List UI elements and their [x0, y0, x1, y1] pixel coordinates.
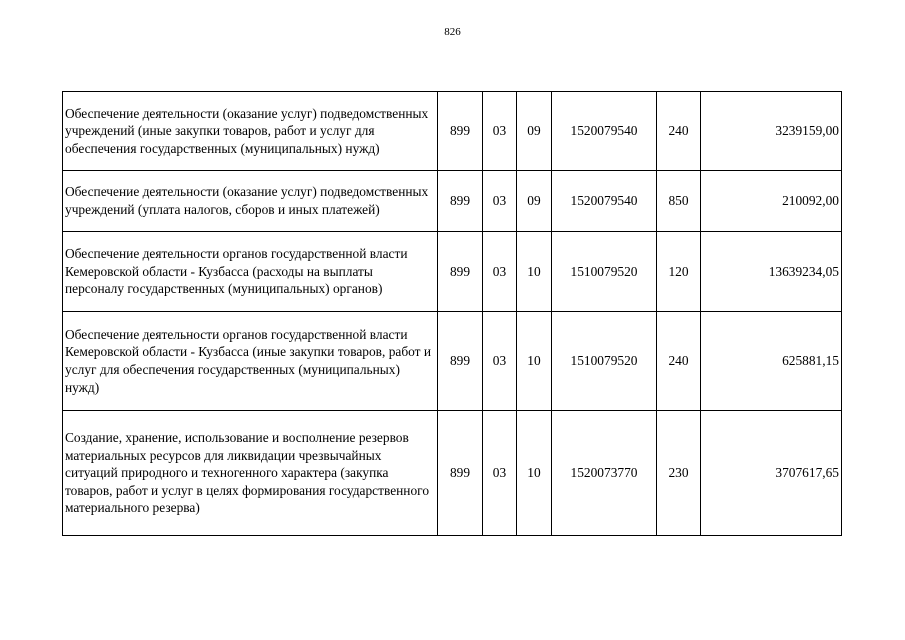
table-row: [63, 232, 842, 312]
ministry-code-cell: 899: [438, 232, 483, 312]
budget-table: [62, 91, 842, 536]
table-row: [63, 312, 842, 411]
table-row: [63, 92, 842, 171]
amount-cell: 625881,15: [701, 312, 842, 411]
section-code-cell: 03: [483, 411, 517, 536]
target-item-cell: 1510079520: [552, 312, 657, 411]
target-item-cell: 1520079540: [552, 92, 657, 171]
amount-cell: 210092,00: [701, 171, 842, 232]
ministry-code-cell: 899: [438, 411, 483, 536]
amount-cell: 3239159,00: [701, 92, 842, 171]
amount-cell: 3707617,65: [701, 411, 842, 536]
page-number: 826: [444, 26, 461, 38]
expense-type-cell: 240: [657, 92, 701, 171]
expense-name-cell: Создание, хранение, использование и восполнение резервов материальных ресурсов для ликвидации чрезвычайных ситуаций природного и техногенного характера (закупка товаров, работ и услуг в целях формирования государственного материального резерва): [63, 411, 438, 536]
ministry-code-cell: 899: [438, 171, 483, 232]
section-code-cell: 03: [483, 312, 517, 411]
ministry-code-cell: 899: [438, 92, 483, 171]
section-code-cell: 03: [483, 92, 517, 171]
subsection-code-cell: 10: [517, 411, 552, 536]
expense-type-cell: 240: [657, 312, 701, 411]
table-row: [63, 171, 842, 232]
section-code-cell: 03: [483, 232, 517, 312]
expense-name-cell: Обеспечение деятельности органов государственной власти Кемеровской области - Кузбасса (иные закупки товаров, работ и услуг для обеспечения государственных (муниципальных) нужд): [63, 312, 438, 411]
table-row: [63, 411, 842, 536]
subsection-code-cell: 09: [517, 171, 552, 232]
subsection-code-cell: 10: [517, 312, 552, 411]
target-item-cell: 1520073770: [552, 411, 657, 536]
expense-type-cell: 850: [657, 171, 701, 232]
expense-name-cell: Обеспечение деятельности органов государственной власти Кемеровской области - Кузбасса (расходы на выплаты персоналу государственных (муниципальных) органов): [63, 232, 438, 312]
section-code-cell: 03: [483, 171, 517, 232]
subsection-code-cell: 10: [517, 232, 552, 312]
target-item-cell: 1520079540: [552, 171, 657, 232]
expense-type-cell: 230: [657, 411, 701, 536]
subsection-code-cell: 09: [517, 92, 552, 171]
amount-cell: 13639234,05: [701, 232, 842, 312]
target-item-cell: 1510079520: [552, 232, 657, 312]
expense-name-cell: Обеспечение деятельности (оказание услуг) подведомственных учреждений (уплата налогов, сборов и иных платежей): [63, 171, 438, 232]
ministry-code-cell: 899: [438, 312, 483, 411]
expense-name-cell: Обеспечение деятельности (оказание услуг) подведомственных учреждений (иные закупки товаров, работ и услуг для обеспечения государственных (муниципальных) нужд): [63, 92, 438, 171]
expense-type-cell: 120: [657, 232, 701, 312]
